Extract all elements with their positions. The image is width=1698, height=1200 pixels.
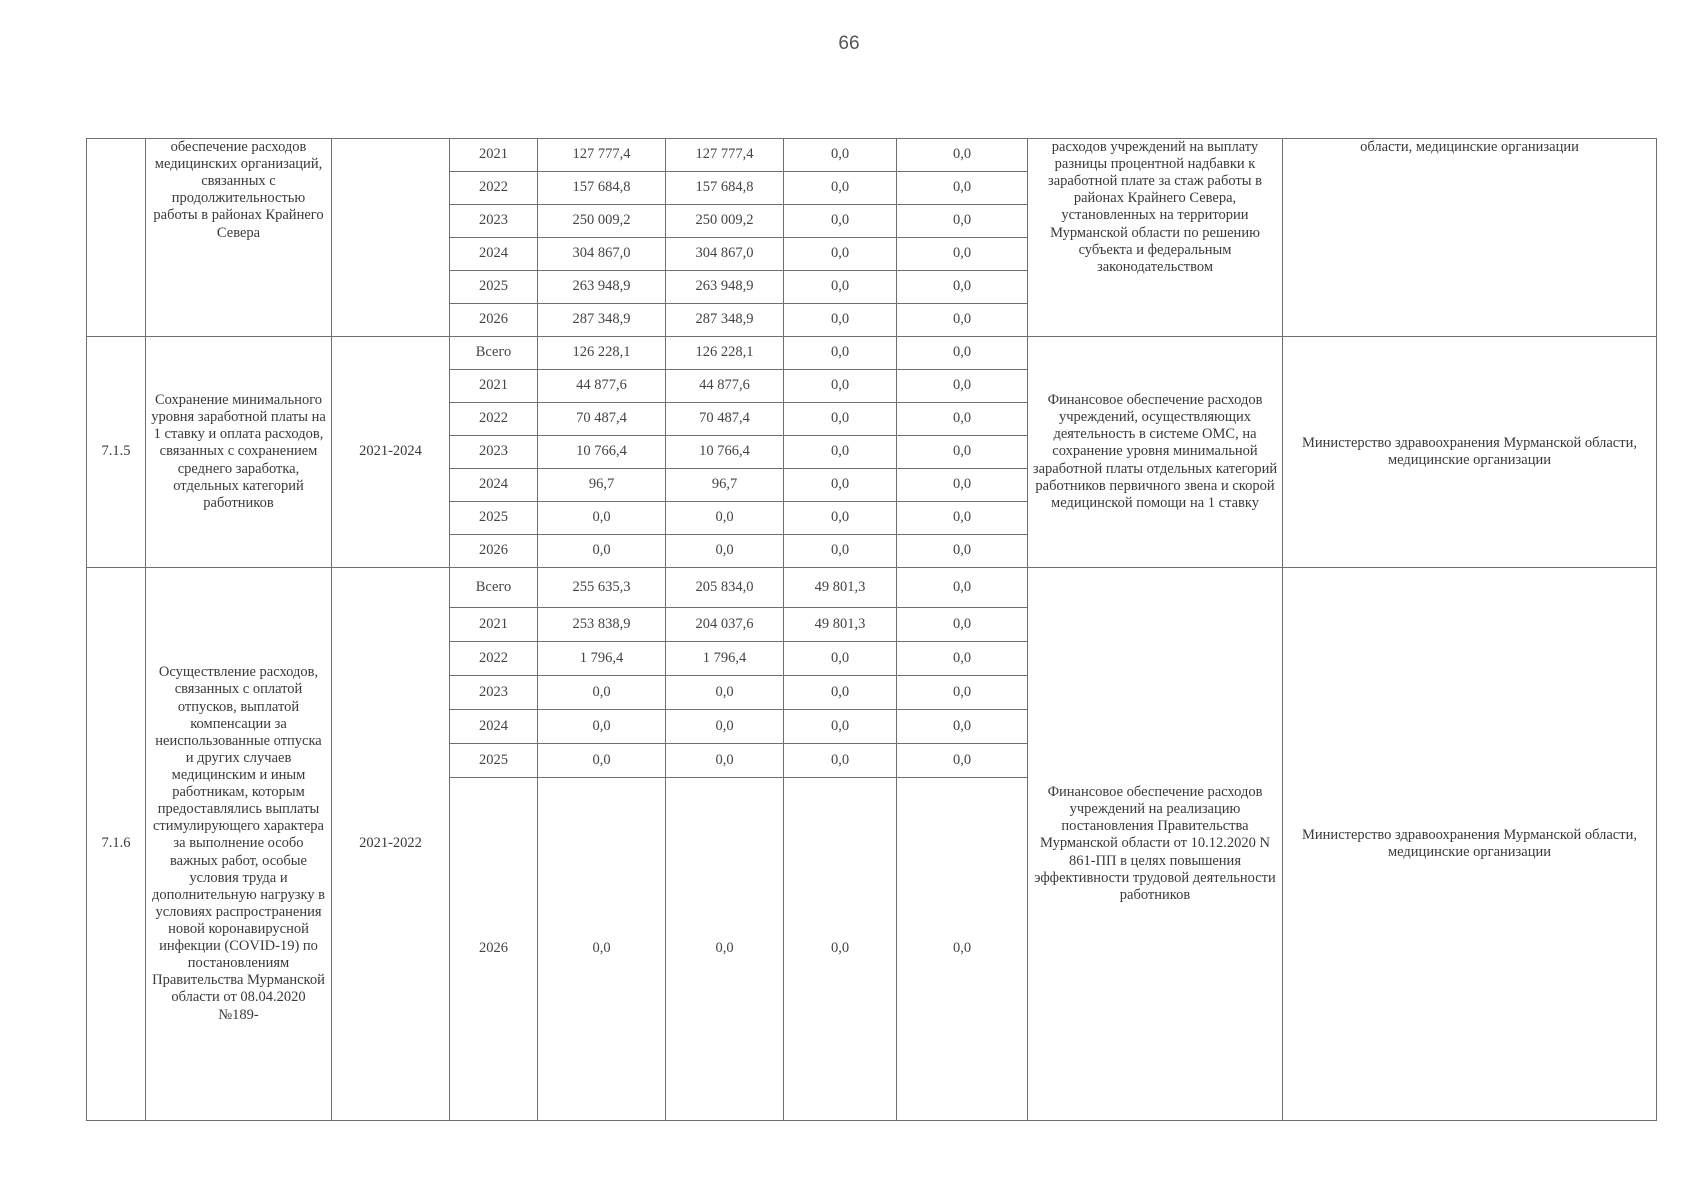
year-cell: 2023 (450, 205, 538, 238)
other-sources-cell: 0,0 (897, 502, 1028, 535)
regional-budget-cell: 263 948,9 (666, 271, 784, 304)
item-number: 7.1.6 (87, 568, 146, 1121)
regional-budget-cell: 0,0 (666, 535, 784, 568)
item-number: 7.1.5 (87, 337, 146, 568)
regional-budget-cell: 304 867,0 (666, 238, 784, 271)
total-amount-cell: 0,0 (538, 502, 666, 535)
expected-result: Финансовое обеспечение расходов учреждений, осуществляющих деятельность в системе ОМС, на сохранение уровня минимальной заработной платы отдельных категорий работников первичного звена и скорой медицинской помощи на 1 ставку (1028, 337, 1283, 568)
year-cell: 2023 (450, 676, 538, 710)
other-sources-cell: 0,0 (897, 337, 1028, 370)
regional-budget-cell: 10 766,4 (666, 436, 784, 469)
regional-budget-cell: 96,7 (666, 469, 784, 502)
regional-budget-cell: 126 228,1 (666, 337, 784, 370)
total-amount-cell: 304 867,0 (538, 238, 666, 271)
other-sources-cell: 0,0 (897, 568, 1028, 608)
regional-budget-cell: 0,0 (666, 676, 784, 710)
federal-budget-cell: 0,0 (784, 172, 897, 205)
year-cell: 2023 (450, 436, 538, 469)
other-sources-cell: 0,0 (897, 139, 1028, 172)
regional-budget-cell: 0,0 (666, 744, 784, 778)
total-amount-cell: 70 487,4 (538, 403, 666, 436)
federal-budget-cell: 0,0 (784, 710, 897, 744)
activity-name: Сохранение минимального уровня заработной платы на 1 ставку и оплата расходов, связанных с сохранением среднего заработка, отдельных категорий работников (146, 337, 332, 568)
federal-budget-cell: 0,0 (784, 238, 897, 271)
item-number (87, 139, 146, 337)
regional-budget-cell: 287 348,9 (666, 304, 784, 337)
activity-name: Осуществление расходов, связанных с оплатой отпусков, выплатой компенсации за неиспользованные отпуска и других случаев медицинским и иным работникам, которым предоставлялись выплаты стимулирующего характера за выполнение особо важных работ, особые условия труда и дополнительную нагрузку в условиях распространения новой коронавирусной инфекции (COVID-19) по постановлениям Правительства Мурманской области от 08.04.2020 №189- (146, 568, 332, 1121)
total-amount-cell: 157 684,8 (538, 172, 666, 205)
other-sources-cell: 0,0 (897, 710, 1028, 744)
total-amount-cell: 1 796,4 (538, 642, 666, 676)
federal-budget-cell: 49 801,3 (784, 608, 897, 642)
federal-budget-cell: 0,0 (784, 403, 897, 436)
regional-budget-cell: 157 684,8 (666, 172, 784, 205)
year-cell: 2021 (450, 370, 538, 403)
year-cell: 2022 (450, 403, 538, 436)
regional-budget-cell: 1 796,4 (666, 642, 784, 676)
total-amount-cell: 0,0 (538, 778, 666, 1121)
program-activities-table (86, 138, 1657, 1121)
regional-budget-cell: 0,0 (666, 778, 784, 1121)
other-sources-cell: 0,0 (897, 238, 1028, 271)
other-sources-cell: 0,0 (897, 271, 1028, 304)
total-amount-cell: 44 877,6 (538, 370, 666, 403)
federal-budget-cell: 0,0 (784, 139, 897, 172)
regional-budget-cell: 44 877,6 (666, 370, 784, 403)
regional-budget-cell: 0,0 (666, 502, 784, 535)
year-cell: 2026 (450, 535, 538, 568)
federal-budget-cell: 0,0 (784, 469, 897, 502)
year-cell: 2022 (450, 172, 538, 205)
responsible-executor: области, медицинские организации (1283, 139, 1657, 337)
table-row (87, 139, 1657, 172)
other-sources-cell: 0,0 (897, 403, 1028, 436)
federal-budget-cell: 0,0 (784, 744, 897, 778)
regional-budget-cell: 204 037,6 (666, 608, 784, 642)
activity-name: обеспечение расходов медицинских организаций, связанных с продолжительностью работы в районах Крайнего Севера (146, 139, 332, 337)
federal-budget-cell: 0,0 (784, 370, 897, 403)
other-sources-cell: 0,0 (897, 436, 1028, 469)
other-sources-cell: 0,0 (897, 370, 1028, 403)
total-amount-cell: 0,0 (538, 676, 666, 710)
year-cell: 2025 (450, 744, 538, 778)
regional-budget-cell: 250 009,2 (666, 205, 784, 238)
federal-budget-cell: 0,0 (784, 502, 897, 535)
total-amount-cell: 287 348,9 (538, 304, 666, 337)
responsible-executor: Министерство здравоохранения Мурманской области, медицинские организации (1283, 337, 1657, 568)
table-row (87, 568, 1657, 608)
other-sources-cell: 0,0 (897, 676, 1028, 710)
federal-budget-cell: 0,0 (784, 676, 897, 710)
year-cell: 2021 (450, 139, 538, 172)
total-amount-cell: 126 228,1 (538, 337, 666, 370)
federal-budget-cell: 0,0 (784, 535, 897, 568)
federal-budget-cell: 0,0 (784, 642, 897, 676)
federal-budget-cell: 0,0 (784, 304, 897, 337)
regional-budget-cell: 205 834,0 (666, 568, 784, 608)
other-sources-cell: 0,0 (897, 205, 1028, 238)
other-sources-cell: 0,0 (897, 778, 1028, 1121)
year-cell: Всего (450, 337, 538, 370)
total-amount-cell: 0,0 (538, 710, 666, 744)
implementation-period: 2021-2024 (332, 337, 450, 568)
expected-result: Финансовое обеспечение расходов учреждений на реализацию постановления Правительства Мурманской области от 10.12.2020 N 861-ПП в целях повышения эффективности трудовой деятельности работников (1028, 568, 1283, 1121)
other-sources-cell: 0,0 (897, 172, 1028, 205)
federal-budget-cell: 0,0 (784, 436, 897, 469)
implementation-period (332, 139, 450, 337)
year-cell: 2022 (450, 642, 538, 676)
regional-budget-cell: 70 487,4 (666, 403, 784, 436)
total-amount-cell: 255 635,3 (538, 568, 666, 608)
responsible-executor: Министерство здравоохранения Мурманской области, медицинские организации (1283, 568, 1657, 1121)
year-cell: 2021 (450, 608, 538, 642)
federal-budget-cell: 0,0 (784, 205, 897, 238)
total-amount-cell: 96,7 (538, 469, 666, 502)
federal-budget-cell: 0,0 (784, 778, 897, 1121)
page-number: 66 (838, 33, 860, 54)
federal-budget-cell: 49 801,3 (784, 568, 897, 608)
year-cell: 2024 (450, 238, 538, 271)
total-amount-cell: 263 948,9 (538, 271, 666, 304)
year-cell: 2024 (450, 710, 538, 744)
year-cell: 2026 (450, 778, 538, 1121)
other-sources-cell: 0,0 (897, 744, 1028, 778)
other-sources-cell: 0,0 (897, 608, 1028, 642)
total-amount-cell: 10 766,4 (538, 436, 666, 469)
year-cell: 2025 (450, 502, 538, 535)
year-cell: 2025 (450, 271, 538, 304)
federal-budget-cell: 0,0 (784, 337, 897, 370)
year-cell: Всего (450, 568, 538, 608)
table-body (87, 139, 1657, 1121)
other-sources-cell: 0,0 (897, 535, 1028, 568)
year-cell: 2026 (450, 304, 538, 337)
total-amount-cell: 0,0 (538, 744, 666, 778)
other-sources-cell: 0,0 (897, 304, 1028, 337)
total-amount-cell: 250 009,2 (538, 205, 666, 238)
implementation-period: 2021-2022 (332, 568, 450, 1121)
regional-budget-cell: 127 777,4 (666, 139, 784, 172)
other-sources-cell: 0,0 (897, 642, 1028, 676)
regional-budget-cell: 0,0 (666, 710, 784, 744)
expected-result: расходов учреждений на выплату разницы процентной надбавки к заработной плате за стаж работы в районах Крайнего Севера, установленных на территории Мурманской области по решению субъекта и федеральным законодательством (1028, 139, 1283, 337)
total-amount-cell: 127 777,4 (538, 139, 666, 172)
total-amount-cell: 0,0 (538, 535, 666, 568)
federal-budget-cell: 0,0 (784, 271, 897, 304)
total-amount-cell: 253 838,9 (538, 608, 666, 642)
other-sources-cell: 0,0 (897, 469, 1028, 502)
year-cell: 2024 (450, 469, 538, 502)
table-row (87, 337, 1657, 370)
